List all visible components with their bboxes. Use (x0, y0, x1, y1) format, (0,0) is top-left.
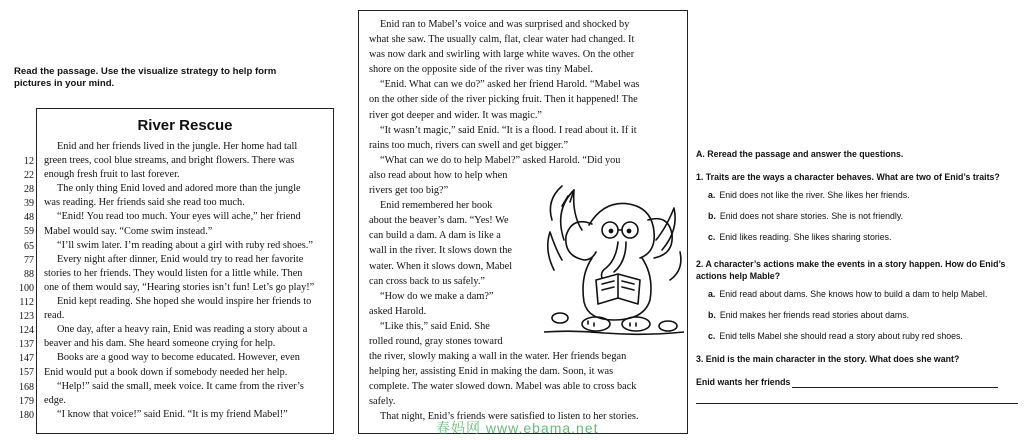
answer-option[interactable] (708, 231, 1022, 243)
question-prompt: 1. Traits are the ways a character behaves. What are two of Enid’s traits? (696, 172, 1000, 182)
story-line: Enid and her friends lived in the jungle. Her home had tall (57, 141, 298, 152)
story-line: “Enid! You read too much. Your eyes will ache,” her friend (57, 211, 301, 223)
section-title: A. Reread the passage and answer the questions. (696, 149, 904, 159)
story-line: “Like this,” said Enid. She (380, 320, 490, 332)
line-number: 180 (19, 409, 34, 421)
story-line: “Help!” said the small, meek voice. It came from the river’s (57, 380, 304, 392)
story-line: The only thing Enid loved and adored more than the jungle (57, 183, 301, 195)
story-line: was now dark and swirling with large white waves. On the other (369, 49, 635, 61)
line-number: 77 (24, 254, 34, 266)
story-line: “What can we do to help Mabel?” asked Harold. “Did you (380, 154, 621, 166)
line-number: 39 (24, 198, 34, 210)
line-number: 157 (19, 367, 34, 379)
answer-option[interactable] (708, 288, 1022, 300)
line-number: 168 (19, 381, 34, 393)
line-number: 65 (24, 240, 34, 252)
story-line: Mabel would say. “Come swim instead.” (44, 225, 213, 237)
story-line: beaver and his dam. She heard someone crying for help. (44, 338, 276, 350)
answer-option[interactable] (708, 189, 1022, 201)
story-line: stories to her friends. They would listen for a little while. Then (44, 267, 303, 279)
story-line: “Enid. What can we do?” asked her friend Harold. “Mabel was (380, 79, 640, 91)
story-line: one of them would say, “Hearing stories isn’t fun! Let’s go play!” (44, 281, 315, 293)
option-letter: c. (708, 331, 716, 341)
story-line: can build a dam. A dam is like a (369, 230, 501, 242)
story-line: Every night after dinner, Enid would try to read her favorite (57, 253, 304, 265)
option-letter: b. (708, 211, 716, 221)
story-column-1-text (44, 140, 334, 422)
line-number: 179 (19, 395, 34, 407)
answer-option[interactable] (708, 309, 1022, 321)
option-letter: b. (708, 310, 716, 320)
story-line: water. When it slows down, Mabel (369, 260, 513, 272)
story-line: can cross back to us safely.” (369, 275, 485, 287)
story-line: enough fresh fruit to last forever. (44, 169, 180, 181)
story-line: Books are a good way to become educated. However, even (57, 352, 300, 364)
story-line: wall in the river. It slows down the (369, 245, 512, 257)
story-line: on the other side of the river picking fruit. Then it happened! The (369, 94, 638, 106)
option-letter: a. (708, 289, 716, 299)
answer-option[interactable] (708, 210, 1022, 222)
instructions-text: Read the passage. Use the visualize strategy to help form pictures in your mind. (14, 66, 277, 89)
story-column-1 (36, 108, 334, 434)
line-number: 123 (19, 311, 34, 323)
story-line: That night, Enid’s friends were satisfied to listen to her stories. (380, 411, 639, 423)
story-line: what she saw. The usually calm, flat, clear water had changed. It (369, 34, 635, 46)
answer-line[interactable] (792, 377, 998, 388)
line-number: 147 (19, 353, 34, 365)
question-1 (696, 171, 1022, 243)
story-line: asked Harold. (369, 305, 427, 317)
story-line: Enid kept reading. She hoped she would inspire her friends to (57, 296, 312, 308)
story-line: Enid ran to Mabel’s voice and was surprised and shocked by (380, 19, 630, 30)
answer-line-2[interactable] (696, 390, 1018, 404)
option-text: Enid likes reading. She likes sharing stories. (719, 232, 892, 242)
story-line: read. (44, 310, 65, 322)
question-2 (696, 258, 1022, 342)
line-number: 100 (19, 282, 34, 294)
line-number: 88 (24, 268, 34, 280)
story-line: complete. The water slowed down. Mabel was able to cross back (369, 381, 637, 393)
answer-option[interactable] (708, 330, 1022, 342)
option-text: Enid tells Mabel she should read a story about ruby red shoes. (719, 331, 963, 341)
story-line: river got deeper and wider. It was magic.” (369, 109, 542, 121)
watermark: 春妈网 www.ebama.net (436, 420, 599, 436)
answer-row (696, 376, 1022, 388)
line-number: 124 (19, 325, 34, 337)
question-3 (696, 353, 1022, 404)
question-prompt: 2. A character’s actions make the events in a story happen. How do Enid’s actions help Mable? (696, 259, 1006, 281)
story-line: rolled round, gray stones toward (369, 335, 503, 347)
story-line: “It wasn’t magic,” said Enid. “It is a flood. I read about it. If it (380, 124, 637, 136)
story-line: shore on the opposite side of the river was tiny Mabel. (369, 64, 593, 76)
story-line: also read about how to help when (369, 169, 508, 181)
story-title: River Rescue (137, 117, 233, 134)
story-line: the river, slowly making a wall in the water. Her friends began (369, 351, 627, 363)
line-number: 112 (19, 296, 34, 308)
line-number: 12 (24, 156, 34, 167)
option-text: Enid makes her friends read stories about dams. (719, 310, 910, 320)
option-letter: a. (708, 190, 716, 200)
answer-stem: Enid wants her friends (696, 377, 791, 387)
line-number: 28 (24, 184, 34, 196)
line-number: 22 (24, 170, 34, 182)
line-number: 137 (19, 339, 34, 351)
questions-section (696, 148, 1022, 404)
story-line: “How do we make a dam?” (380, 290, 494, 302)
story-line: helping her, assisting Enid in making the dam. Soon, it was (369, 366, 614, 378)
story-line: Enid would put a book down if somebody needed her help. (44, 366, 288, 378)
story-line: “I’ll swim later. I’m reading about a girl with ruby red shoes.” (57, 239, 313, 251)
line-number: 48 (24, 212, 34, 224)
option-text: Enid does not like the river. She likes her friends. (719, 190, 910, 200)
story-line: was reading. Her friends said she read too much. (44, 197, 245, 209)
question-prompt: 3. Enid is the main character in the story. What does she want? (696, 354, 960, 364)
option-text: Enid read about dams. She knows how to build a dam to help Mabel. (719, 289, 988, 299)
line-number: 59 (24, 226, 34, 238)
story-line: edge. (44, 394, 67, 406)
story-line: “I know that voice!” said Enid. “It is my friend Mabel!” (57, 408, 288, 420)
option-letter: c. (708, 232, 716, 242)
story-line: safely. (369, 396, 396, 408)
story-line: rivers get too big?” (369, 185, 449, 197)
story-line: Enid remembered her book (380, 200, 493, 212)
story-line: One day, after a heavy rain, Enid was reading a story about a (57, 324, 308, 336)
elephant-reading-book-icon (544, 180, 684, 340)
word-count-numbers (2, 155, 34, 423)
story-line: rains too much, rivers can swell and get bigger.” (369, 139, 569, 151)
story-line: about the beaver’s dam. “Yes! We (369, 215, 509, 227)
story-line: green trees, cool blue streams, and bright flowers. There was (44, 155, 295, 167)
option-text: Enid does not share stories. She is not friendly. (719, 211, 904, 221)
